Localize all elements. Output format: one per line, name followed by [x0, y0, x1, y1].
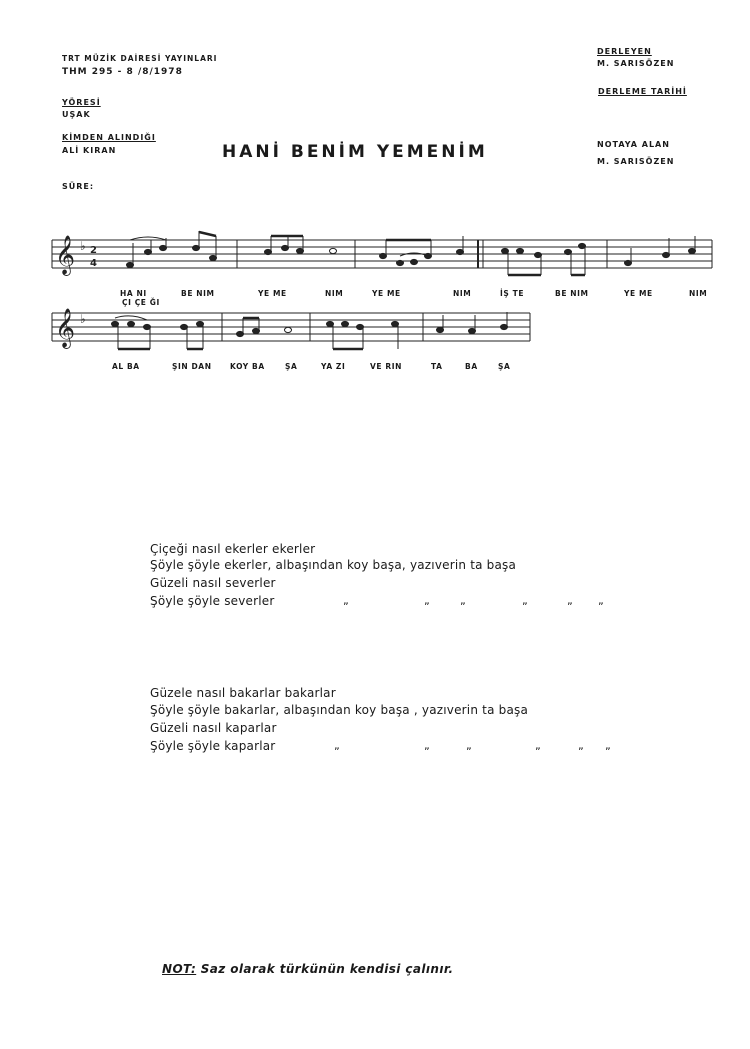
syllable: NIM: [689, 289, 708, 298]
svg-text:♭: ♭: [80, 312, 86, 326]
syllable: KOY BA: [230, 362, 265, 371]
ditto-mark: „: [567, 594, 573, 607]
svg-text:2: 2: [90, 245, 97, 256]
syllable: BE NIM: [181, 289, 215, 298]
verse-line: Şöyle şöyle kaparlar: [150, 739, 276, 753]
duration-label: SÜRE:: [62, 182, 95, 191]
ditto-mark: „: [460, 594, 466, 607]
footnote: [162, 962, 453, 976]
ditto-mark: „: [522, 594, 528, 607]
svg-text:4: 4: [90, 258, 97, 269]
compile-date-label: DERLEME TARİHİ: [598, 87, 687, 96]
footnote-label: NOT:: [162, 962, 197, 976]
syllable: BA: [465, 362, 478, 371]
region-value: UŞAK: [62, 110, 91, 119]
verse-line: Güzele nasıl bakarlar bakarlar: [150, 686, 336, 700]
publisher-line-2: THM 295 - 8 /8/1978: [62, 67, 183, 77]
ditto-mark: „: [578, 739, 584, 752]
syllable: AL BA: [112, 362, 140, 371]
ditto-mark: „: [424, 739, 430, 752]
verse-line: Çiçeği nasıl ekerler ekerler: [150, 542, 316, 556]
syllable: YA ZI: [321, 362, 346, 371]
syllable: NIM: [453, 289, 472, 298]
verse-line: Şöyle şöyle severler: [150, 594, 275, 608]
ditto-mark: „: [605, 739, 611, 752]
compiler-value: M. SARISÖZEN: [597, 59, 675, 68]
treble-clef-icon: 𝄞: [55, 235, 76, 275]
syllable: ŞA: [498, 362, 511, 371]
syllable: NIM: [325, 289, 344, 298]
song-title: HANİ BENİM YEMENİM: [222, 142, 488, 162]
ditto-mark: „: [466, 739, 472, 752]
region-label: YÖRESİ: [62, 98, 101, 107]
syllable: VE RIN: [370, 362, 402, 371]
syllable: YE ME: [258, 289, 287, 298]
syllable: YE ME: [372, 289, 401, 298]
transcriber-value: M. SARISÖZEN: [597, 157, 675, 166]
syllable-second-verse: ÇI ÇE ĞI: [122, 298, 160, 307]
syllable: İŞ TE: [500, 289, 525, 298]
syllable: ŞA: [285, 362, 298, 371]
source-value: ALİ KIRAN: [62, 146, 117, 155]
syllable: YE ME: [624, 289, 653, 298]
ditto-mark: „: [535, 739, 541, 752]
transcriber-label: NOTAYA ALAN: [597, 140, 670, 149]
publisher-line-1: TRT MÜZİK DAİRESİ YAYINLARI: [62, 54, 218, 63]
syllable: HA NI: [120, 289, 147, 298]
source-label: KİMDEN ALINDIĞI: [62, 133, 156, 142]
ditto-mark: „: [598, 594, 604, 607]
syllable: TA: [431, 362, 443, 371]
verse-line: Güzeli nasıl kaparlar: [150, 721, 277, 735]
ditto-mark: „: [424, 594, 430, 607]
verse-line: Güzeli nasıl severler: [150, 576, 276, 590]
ditto-mark: „: [343, 594, 349, 607]
verse-line: Şöyle şöyle bakarlar, albaşından koy başa , yazıverin ta başa: [150, 703, 529, 717]
footnote-text: Saz olarak türkünün kendisi çalınır.: [200, 962, 454, 976]
verse-line: Şöyle şöyle ekerler, albaşından koy başa, yazıverin ta başa: [150, 558, 517, 572]
syllable: BE NIM: [555, 289, 589, 298]
treble-clef-icon: 𝄞: [55, 308, 76, 348]
svg-text:♭: ♭: [80, 239, 86, 253]
ditto-mark: „: [334, 739, 340, 752]
syllable: ŞIN DAN: [172, 362, 212, 371]
compiler-label: DERLEYEN: [597, 47, 652, 56]
